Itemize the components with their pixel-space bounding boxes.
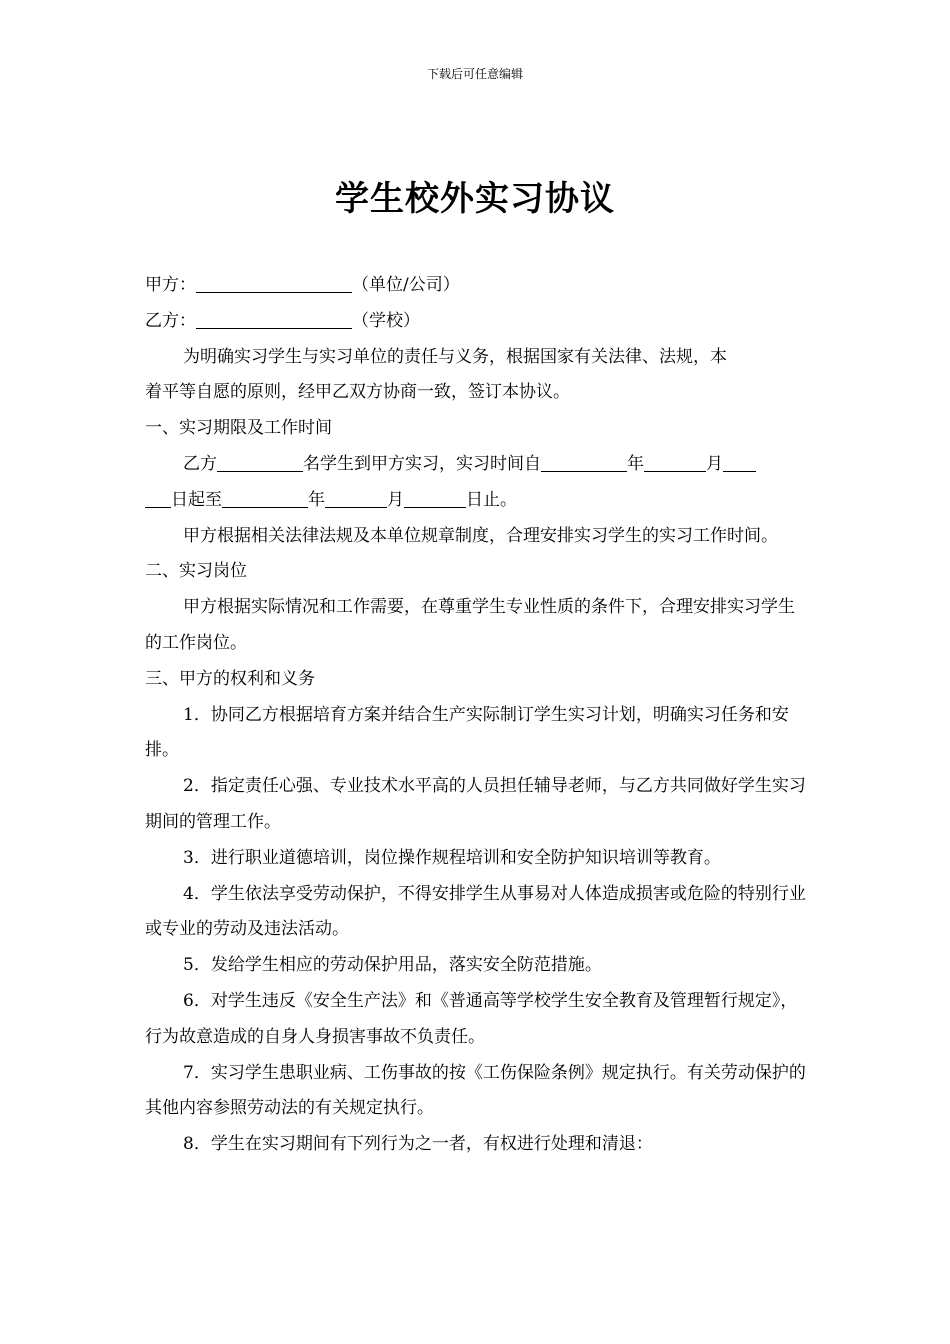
intro-line-2: 着平等自愿的原则，经甲乙双方协商一致，签订本协议。 (145, 382, 570, 403)
party-b-suffix: （学校） (352, 310, 420, 331)
intro-line-1: 为明确实习学生与实习单位的责任与义务，根据国家有关法律、法规，本 (183, 346, 727, 367)
period-text-5: 日起至 (171, 489, 222, 510)
section-2-heading: 二、实习岗位 (145, 561, 247, 582)
clause-3: 3．进行职业道德培训，岗位操作规程培训和安全防护知识培训等教育。 (183, 847, 721, 868)
section-3-heading: 三、甲方的权利和义务 (145, 668, 315, 689)
clause-2: 2．指定责任心强、专业技术水平高的人员担任辅导老师，与乙方共同做好学生实习期间的管理工作。 (145, 776, 806, 832)
party-b-blank[interactable] (196, 310, 352, 329)
clause-4: 4．学生依法享受劳动保护，不得安排学生从事易对人体造成损害或危险的特别行业或专业的劳动及违法活动。 (145, 883, 806, 940)
position-paragraph: 甲方根据实际情况和工作需要，在尊重学生专业性质的条件下，合理安排实习学生的工作岗位。 (145, 597, 795, 653)
period-text-8: 日止。 (466, 489, 517, 510)
end-year-blank[interactable] (222, 489, 308, 508)
period-text-6: 年 (308, 489, 325, 510)
start-month-blank[interactable] (644, 453, 706, 472)
clause-8: 8．学生在实习期间有下列行为之一者，有权进行处理和清退： (183, 1134, 653, 1155)
period-text-7: 月 (387, 489, 404, 510)
header-note: 下载后可任意编辑 (426, 67, 523, 81)
period-text-3: 年 (627, 453, 644, 474)
period-line-1 (145, 447, 807, 483)
document-body (145, 268, 807, 1163)
student-count-blank[interactable] (217, 453, 303, 472)
period-text-1: 乙方 (183, 453, 217, 474)
clause-5: 5．发给学生相应的劳动保护用品，落实安全防范措施。 (183, 955, 602, 976)
clause-6: 6．对学生违反《安全生产法》和《普通高等学校学生安全教育及管理暂行规定》，行为故意造成的自身人身损害事故不负责任。 (145, 990, 798, 1047)
party-b-label: 乙方： (145, 310, 196, 331)
end-month-blank[interactable] (325, 489, 387, 508)
start-day-blank-part-1[interactable] (723, 453, 756, 472)
end-day-blank[interactable] (404, 489, 466, 508)
party-b-line (145, 304, 807, 340)
document-title: 学生校外实习协议 (335, 179, 615, 219)
party-a-label: 甲方： (145, 275, 196, 295)
period-line-2 (145, 483, 807, 519)
party-a-suffix: （单位/公司） (352, 275, 460, 295)
clause-7: 7．实习学生患职业病、工伤事故的按《工伤保险条例》规定执行。有关劳动保护的其他内容参照劳动法的有关规定执行。 (145, 1062, 806, 1119)
section-1-heading: 一、实习期限及工作时间 (145, 418, 332, 439)
working-time-paragraph: 甲方根据相关法律法规及本单位规章制度，合理安排实习学生的实习工作时间。 (183, 525, 778, 546)
start-day-blank-part-2[interactable] (145, 489, 171, 508)
clause-1: 1．协同乙方根据培育方案并结合生产实际制订学生实习计划，明确实习任务和安排。 (145, 704, 789, 761)
party-a-line (145, 268, 807, 304)
period-text-4: 月 (706, 453, 723, 474)
party-a-blank[interactable] (196, 274, 352, 293)
period-text-2: 名学生到甲方实习，实习时间自 (303, 453, 541, 474)
start-year-blank[interactable] (541, 453, 627, 472)
